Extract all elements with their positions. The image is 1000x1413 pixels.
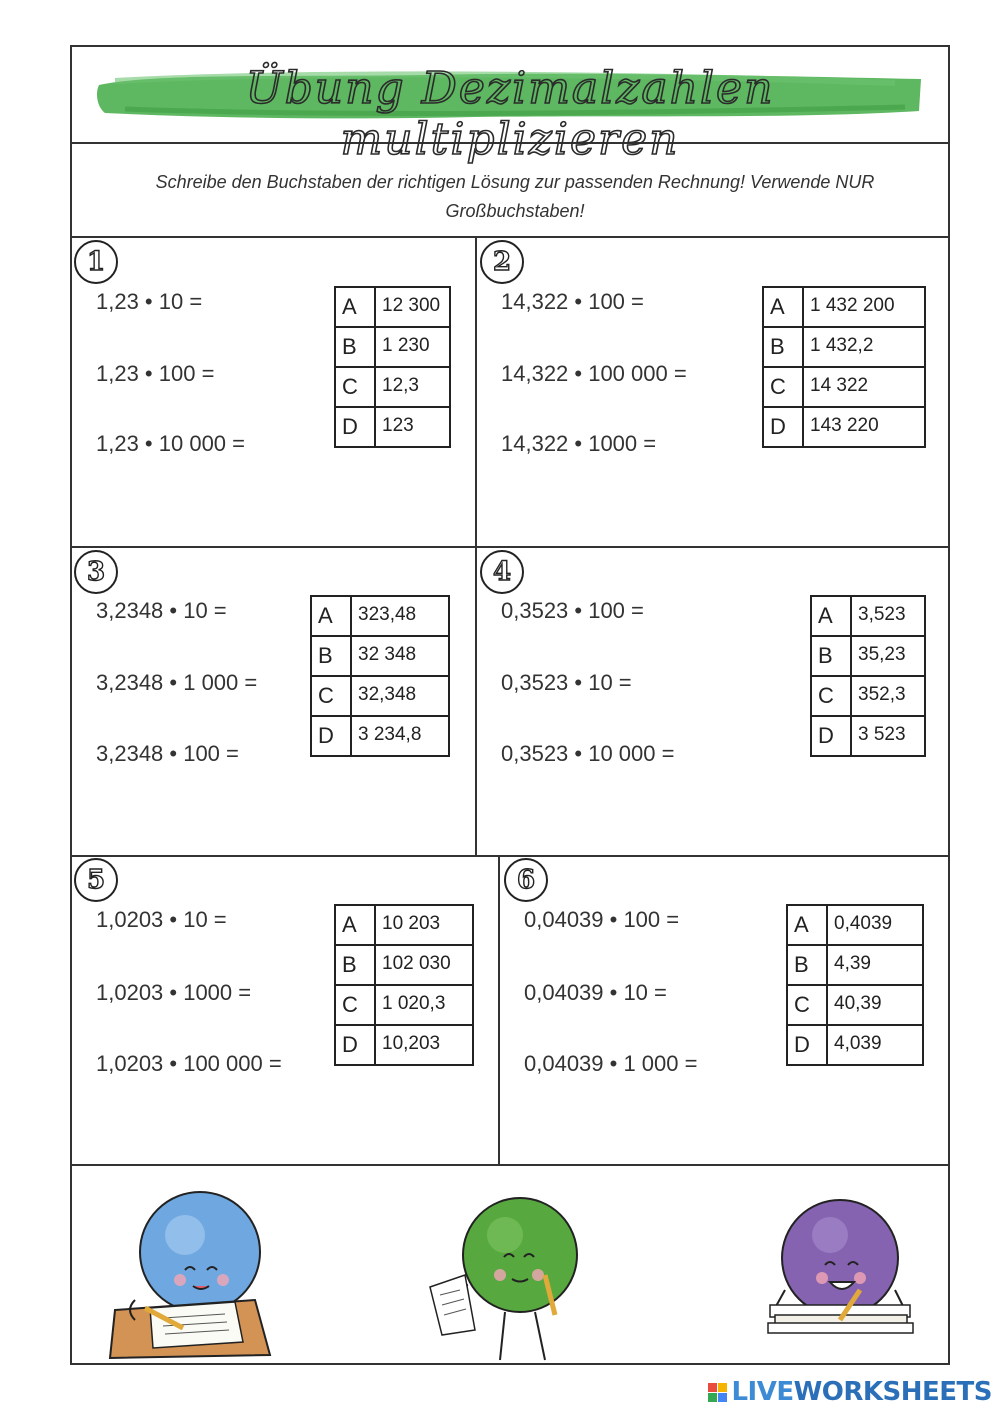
- options-table: [310, 595, 450, 757]
- green-character-list-illustration: [420, 1195, 600, 1365]
- option-value: 12,3: [375, 367, 450, 407]
- option-value: 123: [375, 407, 450, 447]
- equation: 1,23 • 10 =: [96, 289, 203, 314]
- option-letter: A: [811, 596, 851, 636]
- option-row: [335, 367, 450, 407]
- option-letter: C: [787, 985, 827, 1025]
- blue-character-writing-illustration: [105, 1190, 275, 1360]
- option-row: [787, 905, 923, 945]
- equation: 3,2348 • 100 =: [96, 741, 239, 766]
- option-letter: C: [763, 367, 803, 407]
- option-value: 323,48: [351, 596, 449, 636]
- option-value: 102 030: [375, 945, 473, 985]
- divider: [70, 855, 950, 857]
- divider: [70, 1164, 950, 1166]
- divider: [475, 236, 477, 546]
- options-table: [786, 904, 924, 1066]
- exercise-number-badge: 1: [74, 240, 118, 284]
- option-value: 4,039: [827, 1025, 923, 1065]
- option-letter: B: [335, 945, 375, 985]
- option-row: [763, 407, 925, 447]
- option-value: 352,3: [851, 676, 925, 716]
- option-letter: D: [335, 1025, 375, 1065]
- option-value: 32 348: [351, 636, 449, 676]
- options-table: [762, 286, 926, 448]
- option-letter: B: [311, 636, 351, 676]
- equation: 1,23 • 100 =: [96, 361, 215, 386]
- option-letter: C: [335, 985, 375, 1025]
- logo-mark-icon: [708, 1383, 727, 1402]
- option-value: 35,23: [851, 636, 925, 676]
- option-row: [311, 636, 449, 676]
- options-table: [810, 595, 926, 757]
- exercise-number-badge: 6: [504, 858, 548, 902]
- option-letter: A: [335, 287, 375, 327]
- equation: 3,2348 • 10 =: [96, 598, 227, 623]
- option-value: 3,523: [851, 596, 925, 636]
- option-row: [811, 676, 925, 716]
- option-row: [335, 945, 473, 985]
- option-value: 1 432 200: [803, 287, 925, 327]
- option-letter: B: [335, 327, 375, 367]
- page-title: Übung Dezimalzahlen multiplizieren: [245, 63, 775, 165]
- option-letter: D: [311, 716, 351, 756]
- equation: 0,04039 • 1 000 =: [524, 1051, 698, 1076]
- option-row: [335, 287, 450, 327]
- equation: 0,04039 • 10 =: [524, 980, 667, 1005]
- instruction-text: Schreibe den Buchstaben der richtigen Lösung zur passenden Rechnung! Verwende NUR Großbuchstaben!: [155, 172, 875, 221]
- option-value: 32,348: [351, 676, 449, 716]
- option-row: [311, 676, 449, 716]
- option-value: 10 203: [375, 905, 473, 945]
- option-row: [335, 985, 473, 1025]
- exercise-number-badge: 2: [480, 240, 524, 284]
- option-row: [335, 1025, 473, 1065]
- option-letter: C: [335, 367, 375, 407]
- option-value: 143 220: [803, 407, 925, 447]
- option-row: [335, 327, 450, 367]
- exercise-number-badge: 3: [74, 550, 118, 594]
- option-value: 3 523: [851, 716, 925, 756]
- equation: 1,23 • 10 000 =: [96, 431, 245, 456]
- equation: 3,2348 • 1 000 =: [96, 670, 258, 695]
- option-letter: B: [787, 945, 827, 985]
- option-letter: D: [811, 716, 851, 756]
- equation: 1,0203 • 1000 =: [96, 980, 252, 1005]
- divider: [475, 546, 477, 855]
- option-row: [335, 905, 473, 945]
- option-letter: D: [763, 407, 803, 447]
- option-value: 1 432,2: [803, 327, 925, 367]
- exercise-number-badge: 4: [480, 550, 524, 594]
- equation: 1,0203 • 100 000 =: [96, 1051, 282, 1076]
- option-value: 14 322: [803, 367, 925, 407]
- equation: 0,3523 • 100 =: [501, 598, 644, 623]
- exercise-number-badge: 5: [74, 858, 118, 902]
- option-value: 10,203: [375, 1025, 473, 1065]
- option-row: [335, 407, 450, 447]
- liveworksheets-logo: [708, 1377, 992, 1407]
- option-value: 1 020,3: [375, 985, 473, 1025]
- option-value: 12 300: [375, 287, 450, 327]
- purple-character-writing-illustration: [760, 1190, 930, 1360]
- option-row: [763, 287, 925, 327]
- divider: [70, 236, 950, 238]
- option-letter: B: [811, 636, 851, 676]
- option-row: [763, 367, 925, 407]
- option-row: [787, 985, 923, 1025]
- option-row: [811, 716, 925, 756]
- equation: 14,322 • 100 =: [501, 289, 644, 314]
- option-value: 3 234,8: [351, 716, 449, 756]
- options-table: [334, 286, 451, 448]
- option-letter: A: [763, 287, 803, 327]
- option-letter: A: [335, 905, 375, 945]
- option-row: [763, 327, 925, 367]
- option-row: [787, 945, 923, 985]
- option-letter: A: [311, 596, 351, 636]
- option-row: [311, 716, 449, 756]
- option-row: [787, 1025, 923, 1065]
- option-letter: C: [811, 676, 851, 716]
- equation: 0,3523 • 10 000 =: [501, 741, 675, 766]
- option-row: [811, 636, 925, 676]
- option-letter: D: [335, 407, 375, 447]
- option-value: 1 230: [375, 327, 450, 367]
- option-letter: D: [787, 1025, 827, 1065]
- divider: [498, 855, 500, 1164]
- title-banner: [95, 55, 925, 165]
- option-letter: C: [311, 676, 351, 716]
- option-value: 0,4039: [827, 905, 923, 945]
- divider: [70, 546, 950, 548]
- equation: 14,322 • 100 000 =: [501, 361, 687, 386]
- logo-text-worksheets: WORKSHEETS: [793, 1377, 992, 1407]
- option-row: [811, 596, 925, 636]
- option-value: 4,39: [827, 945, 923, 985]
- option-letter: A: [787, 905, 827, 945]
- equation: 1,0203 • 10 =: [96, 907, 227, 932]
- option-value: 40,39: [827, 985, 923, 1025]
- equation: 14,322 • 1000 =: [501, 431, 657, 456]
- logo-text-live: LIVE: [731, 1377, 794, 1407]
- equation: 0,04039 • 100 =: [524, 907, 680, 932]
- equation: 0,3523 • 10 =: [501, 670, 632, 695]
- option-row: [311, 596, 449, 636]
- options-table: [334, 904, 474, 1066]
- option-letter: B: [763, 327, 803, 367]
